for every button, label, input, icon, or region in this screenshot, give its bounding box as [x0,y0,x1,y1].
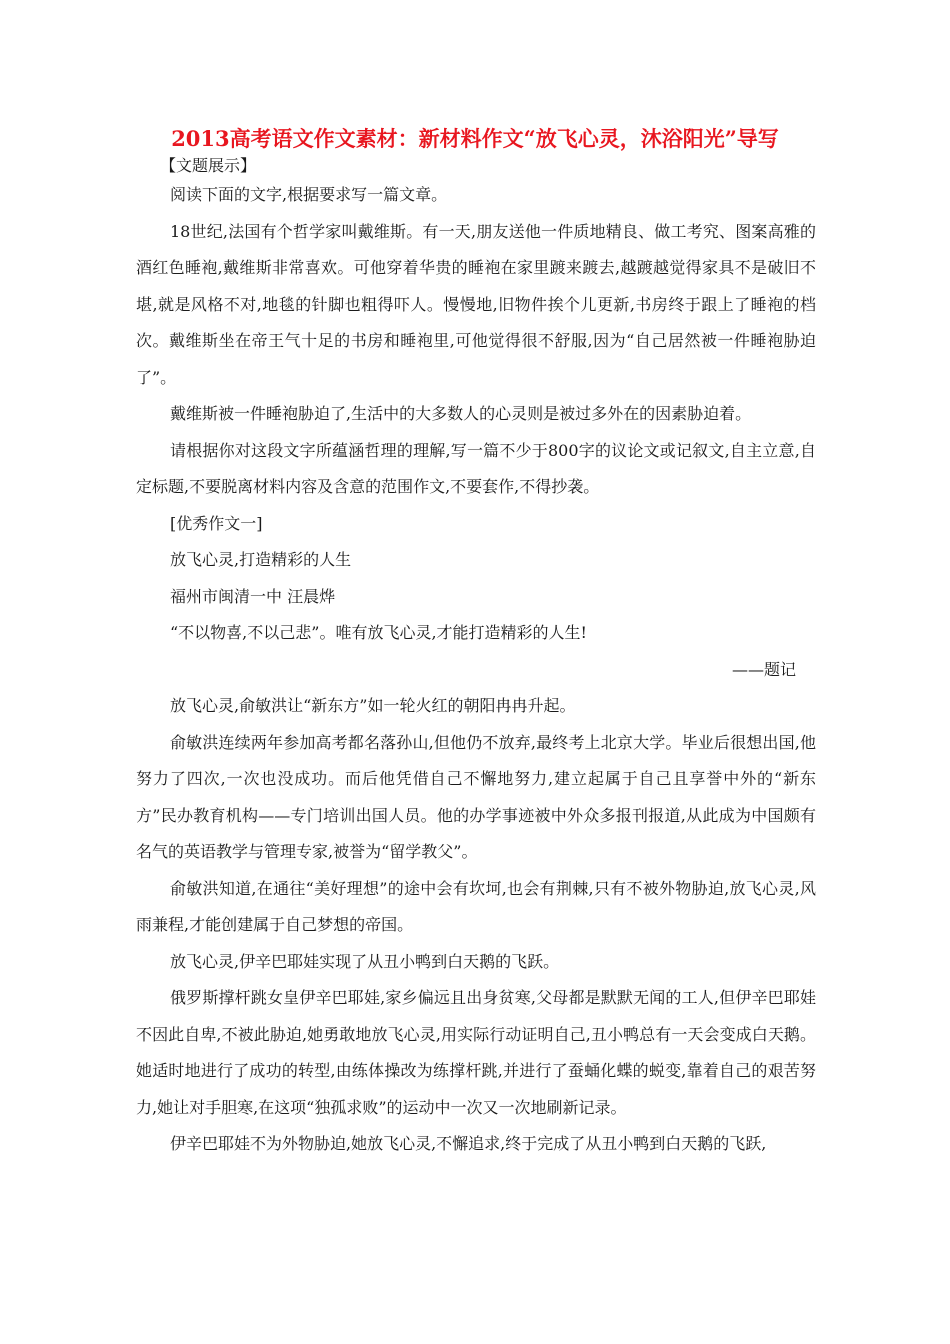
paragraph: 放飞心灵,俞敏洪让“新东方”如一轮火红的朝阳冉冉升起。 [170,696,576,715]
paragraph: 18世纪,法国有个哲学家叫戴维斯。有一天,朋友送他一件质地精良、做工考究、图案高雅的酒红色睡袍,戴维斯非常喜欢。可他穿着华贵的睡袍在家里踱来踱去,越踱越觉得家具不是破旧不堪,就是风格不对,地毯的针脚也粗得吓人。慢慢地,旧物件挨个儿更新,书房终于跟上了睡袍的档次。戴维斯坐在帝王气十足的书房和睡袍里,可他觉得很不舒服,因为“自己居然被一件睡袍胁迫了”。 [136,221,816,387]
essay-heading: [优秀作文一] [170,513,263,533]
document-body [136,177,816,1163]
essay-title: 放飞心灵,打造精彩的人生 [170,550,352,569]
essay-author: 福州市闽清一中 汪晨烨 [170,586,336,606]
paragraph: 请根据你对这段文字所蕴涵哲理的理解,写一篇不少于800字的议论文或记叙文,自主立意,自定标题,不要脱离材料内容及含意的范围作文,不要套作,不得抄袭。 [136,440,816,496]
paragraph: 伊辛巴耶娃不为外物胁迫,她放飞心灵,不懈追求,终于完成了从丑小鸭到白天鹅的飞跃, [170,1134,767,1153]
section-label: 【文题展示】 [160,156,257,175]
paragraph: 俞敏洪连续两年参加高考都名落孙山,但他仍不放弃,最终考上北京大学。毕业后很想出国,他努力了四次,一次也没成功。而后他凭借自己不懈地努力,建立起属于自己且享誉中外的“新东方”民办教育机构——专门培训出国人员。他的办学事迹被中外众多报刊报道,从此成为中国颇有名气的英语教学与管理专家,被誉为“留学教父”。 [136,732,816,861]
epigraph-attribution: ——题记 [731,659,796,679]
epigraph: “不以物喜,不以己悲”。唯有放飞心灵,才能打造精彩的人生! [170,623,587,642]
paragraph: 俄罗斯撑杆跳女皇伊辛巴耶娃,家乡偏远且出身贫寒,父母都是默默无闻的工人,但伊辛巴耶娃不因此自卑,不被此胁迫,她勇敢地放飞心灵,用实际行动证明自己,丑小鸭总有一天会变成白天鹅。她适时地进行了成功的转型,由练体操改为练撑杆跳,并进行了蚕蛹化蝶的蜕变,靠着自己的艰苦努力,她让对手胆寒,在这项“独孤求败”的运动中一次又一次地刷新记录。 [136,988,816,1117]
paragraph: 放飞心灵,伊辛巴耶娃实现了从丑小鸭到白天鹅的飞跃。 [170,951,560,971]
paragraph: 戴维斯被一件睡袍胁迫了,生活中的大多数人的心灵则是被过多外在的因素胁迫着。 [170,404,752,423]
document-title: 2013高考语文作文素材：新材料作文“放飞心灵，沐浴阳光”导写 [171,126,779,151]
paragraph: 阅读下面的文字,根据要求写一篇文章。 [170,185,448,204]
paragraph: 俞敏洪知道,在通往“美好理想”的途中会有坎坷,也会有荆棘,只有不被外物胁迫,放飞心灵,风雨兼程,才能创建属于自己梦想的帝国。 [136,878,816,934]
